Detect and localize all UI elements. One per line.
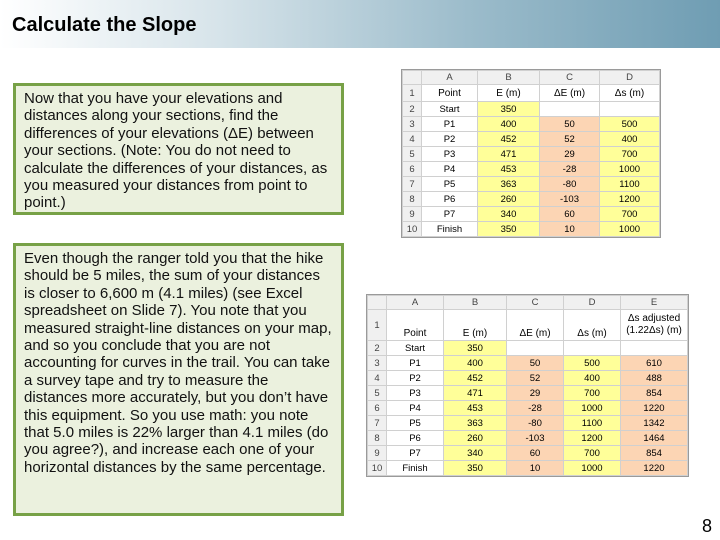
header-cell: E (m)	[478, 85, 540, 102]
column-header: D	[564, 296, 621, 310]
row-number: 7	[403, 177, 422, 192]
table-row	[368, 386, 688, 401]
cell: P3	[422, 147, 478, 162]
cell: 60	[507, 446, 564, 461]
cell: 1200	[564, 431, 621, 446]
row-number: 9	[368, 446, 387, 461]
cell: 500	[600, 117, 660, 132]
cell: P4	[387, 401, 444, 416]
cell: Start	[422, 102, 478, 117]
explanation-text: Even though the ranger told you that the hike should be 5 miles, the sum of your distances is closer to 6,600 m (4.1 miles) (see Excel spreadsheet on Slide 7). You note that you measured straight-line distances on your map, and so you conclude that you are not accounting for curves in the trail. You can take a survey tape and try to measure the distances more accurately, but you don’t have this equipment. So you use math: you note that 5.0 miles is 22% larger than 4.1 miles (do you agree?), and increase each one of your horizontal distances by the same percentage.	[24, 250, 332, 476]
cell: 471	[478, 147, 540, 162]
page-number: 8	[701, 516, 712, 536]
spreadsheet-adjusted-distances	[366, 294, 689, 477]
cell: -80	[540, 177, 600, 192]
cell: 260	[478, 192, 540, 207]
table-row	[403, 117, 660, 132]
cell: 363	[444, 416, 507, 431]
cell: P5	[387, 416, 444, 431]
cell: P6	[387, 431, 444, 446]
cell: P7	[387, 446, 444, 461]
cell: -103	[540, 192, 600, 207]
cell: P4	[422, 162, 478, 177]
table-row	[368, 310, 688, 341]
instructions-box	[13, 83, 344, 215]
slide-title: Calculate the Slope	[12, 14, 197, 36]
header-cell: E (m)	[444, 310, 507, 341]
table-row	[368, 341, 688, 356]
table-row	[368, 431, 688, 446]
cell: 1220	[621, 461, 688, 476]
cell: 488	[621, 371, 688, 386]
table-row	[403, 147, 660, 162]
cell: 854	[621, 386, 688, 401]
cell: P5	[422, 177, 478, 192]
cell: -28	[540, 162, 600, 177]
table-row	[403, 85, 660, 102]
row-number: 3	[368, 356, 387, 371]
instructions-text: Now that you have your elevations and distances along your sections, find the differences of your elevations (ΔE) between your sections. (Note: You do not need to calculate the differences of your distances, as you measured your distances from point to point.)	[24, 90, 328, 212]
cell: 1464	[621, 431, 688, 446]
cell: Start	[387, 341, 444, 356]
row-number: 8	[368, 431, 387, 446]
table-row	[403, 162, 660, 177]
table-row	[368, 356, 688, 371]
cell: 471	[444, 386, 507, 401]
table-row	[368, 371, 688, 386]
row-number: 2	[368, 341, 387, 356]
cell: 452	[478, 132, 540, 147]
cell: 10	[540, 222, 600, 237]
table-row	[403, 132, 660, 147]
cell: P2	[422, 132, 478, 147]
header-cell: Δs (m)	[564, 310, 621, 341]
cell: 610	[621, 356, 688, 371]
cell: 700	[564, 386, 621, 401]
header-cell: Point	[387, 310, 444, 341]
row-number: 1	[368, 310, 387, 341]
table-row	[403, 207, 660, 222]
row-number: 9	[403, 207, 422, 222]
row-number: 4	[403, 132, 422, 147]
row-number: 3	[403, 117, 422, 132]
table-row	[368, 446, 688, 461]
spreadsheet-elevation-differences	[401, 69, 661, 238]
column-header: E	[621, 296, 688, 310]
cell	[540, 102, 600, 117]
header-cell: ΔE (m)	[507, 310, 564, 341]
row-number: 7	[368, 416, 387, 431]
header-cell: ΔE (m)	[540, 85, 600, 102]
cell: 1100	[564, 416, 621, 431]
cell	[621, 341, 688, 356]
title-bar	[0, 0, 720, 48]
cell: 10	[507, 461, 564, 476]
cell: -80	[507, 416, 564, 431]
cell	[564, 341, 621, 356]
row-number: 10	[368, 461, 387, 476]
cell: P2	[387, 371, 444, 386]
row-number: 6	[368, 401, 387, 416]
cell: 29	[507, 386, 564, 401]
column-header-row	[403, 71, 660, 85]
cell: P1	[422, 117, 478, 132]
cell: 400	[600, 132, 660, 147]
cell: 700	[600, 207, 660, 222]
row-number: 5	[403, 147, 422, 162]
cell: 1000	[564, 461, 621, 476]
cell: 60	[540, 207, 600, 222]
cell	[507, 341, 564, 356]
row-number: 4	[368, 371, 387, 386]
cell: 1000	[600, 162, 660, 177]
cell: 1220	[621, 401, 688, 416]
row-number: 8	[403, 192, 422, 207]
column-header: A	[422, 71, 478, 85]
table-row	[403, 102, 660, 117]
cell: 50	[507, 356, 564, 371]
cell: Finish	[387, 461, 444, 476]
cell: 363	[478, 177, 540, 192]
cell: 700	[564, 446, 621, 461]
cell: 1000	[600, 222, 660, 237]
cell: 854	[621, 446, 688, 461]
cell: 400	[564, 371, 621, 386]
corner-cell	[368, 296, 387, 310]
header-cell: Δs adjusted (1.22Δs) (m)	[621, 310, 688, 341]
cell: 1100	[600, 177, 660, 192]
cell: 400	[478, 117, 540, 132]
cell: -103	[507, 431, 564, 446]
cell: 350	[444, 341, 507, 356]
column-header: B	[444, 296, 507, 310]
cell: 50	[540, 117, 600, 132]
cell: 350	[478, 102, 540, 117]
cell: 1000	[564, 401, 621, 416]
cell	[600, 102, 660, 117]
table-row	[368, 401, 688, 416]
cell: 453	[478, 162, 540, 177]
table-row	[403, 222, 660, 237]
table-row	[368, 416, 688, 431]
cell: 29	[540, 147, 600, 162]
cell: 453	[444, 401, 507, 416]
column-header: D	[600, 71, 660, 85]
row-number: 6	[403, 162, 422, 177]
column-header-row	[368, 296, 688, 310]
header-cell: Point	[422, 85, 478, 102]
column-header: A	[387, 296, 444, 310]
row-number: 5	[368, 386, 387, 401]
table-row	[403, 177, 660, 192]
cell: P1	[387, 356, 444, 371]
explanation-box	[13, 243, 344, 516]
cell: P3	[387, 386, 444, 401]
cell: 350	[478, 222, 540, 237]
header-cell: Δs (m)	[600, 85, 660, 102]
row-number: 2	[403, 102, 422, 117]
sheet1-table	[402, 70, 660, 237]
cell: P6	[422, 192, 478, 207]
cell: 340	[444, 446, 507, 461]
corner-cell	[403, 71, 422, 85]
cell: P7	[422, 207, 478, 222]
cell: 1342	[621, 416, 688, 431]
cell: 52	[540, 132, 600, 147]
cell: 260	[444, 431, 507, 446]
column-header: C	[507, 296, 564, 310]
cell: 700	[600, 147, 660, 162]
row-number: 1	[403, 85, 422, 102]
column-header: B	[478, 71, 540, 85]
cell: 1200	[600, 192, 660, 207]
cell: 400	[444, 356, 507, 371]
table-row	[403, 192, 660, 207]
cell: Finish	[422, 222, 478, 237]
cell: -28	[507, 401, 564, 416]
column-header: C	[540, 71, 600, 85]
cell: 350	[444, 461, 507, 476]
sheet2-table	[367, 295, 688, 476]
table-row	[368, 461, 688, 476]
cell: 52	[507, 371, 564, 386]
cell: 452	[444, 371, 507, 386]
cell: 500	[564, 356, 621, 371]
cell: 340	[478, 207, 540, 222]
row-number: 10	[403, 222, 422, 237]
